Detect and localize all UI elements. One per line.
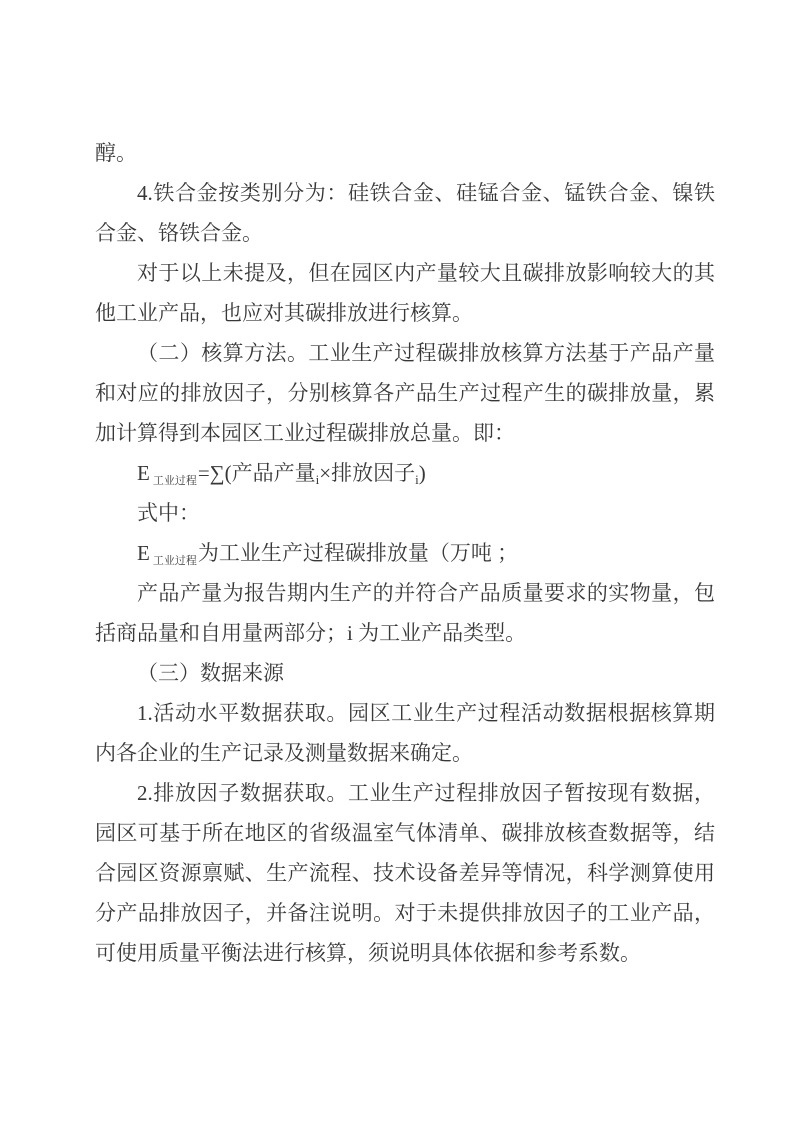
formula-def-symbol-subscript: 工业过程 [152, 555, 197, 567]
formula-def-text: 为工业生产过程碳排放量（万吨 ； [197, 541, 519, 565]
formula-line [95, 453, 715, 493]
formula-term2: 排放因子 [331, 461, 416, 485]
formula-symbol: E [137, 461, 150, 485]
formula-equals-sigma: =∑( [197, 461, 232, 485]
formula-term2-subscript: i [415, 472, 419, 487]
formula-symbol-subscript: 工业过程 [152, 475, 197, 487]
paragraph-ferroalloy-types: 4.铁合金按类别分为：硅铁合金、硅锰合金、锰铁合金、镍铁合金、铬铁合金。 [95, 181, 715, 245]
formula-def-symbol: E [137, 541, 150, 565]
formula-term1: 产品产量 [231, 461, 316, 485]
formula-definition-line [95, 533, 715, 573]
formula-term1-subscript: i [315, 472, 320, 487]
paragraph-other-products: 对于以上未提及，但在园区内产量较大且碳排放影响较大的其他工业产品，也应对其碳排放进行核算。 [95, 261, 715, 325]
paragraph-accounting-method: （二）核算方法。工业生产过程碳排放核算方法基于产品产量和对应的排放因子，分别核算各产品生产过程产生的碳排放量，累加计算得到本园区工业过程碳排放总量。即： [95, 341, 715, 445]
paragraph-where-label: 式中： [137, 501, 200, 525]
formula-multiply-sign: × [319, 461, 332, 485]
paragraph-activity-data: 1.活动水平数据获取。园区工业生产过程活动数据根据核算期内各企业的生产记录及测量数据来确定。 [95, 701, 715, 765]
paragraph-data-source-heading: （三）数据来源 [137, 661, 284, 685]
paragraph-product-output-definition: 产品产量为报告期内生产的并符合产品质量要求的实物量，包括商品量和自用量两部分；i 为工业产品类型。 [95, 581, 715, 645]
formula-close-paren: ) [418, 461, 426, 485]
paragraph-emission-factor-data: 2.排放因子数据获取。工业生产过程排放因子暂按现有数据，园区可基于所在地区的省级温室气体清单、碳排放核查数据等，结合园区资源禀赋、生产流程、技术设备差异等情况，科学测算使用分产品排放因子，并备注说明。对于未提供排放因子的工业产品，可使用质量平衡法进行核算，须说明具体依据和参考系数。 [95, 781, 715, 965]
paragraph-continuation: 醇。 [95, 141, 137, 165]
page-content [95, 133, 715, 973]
